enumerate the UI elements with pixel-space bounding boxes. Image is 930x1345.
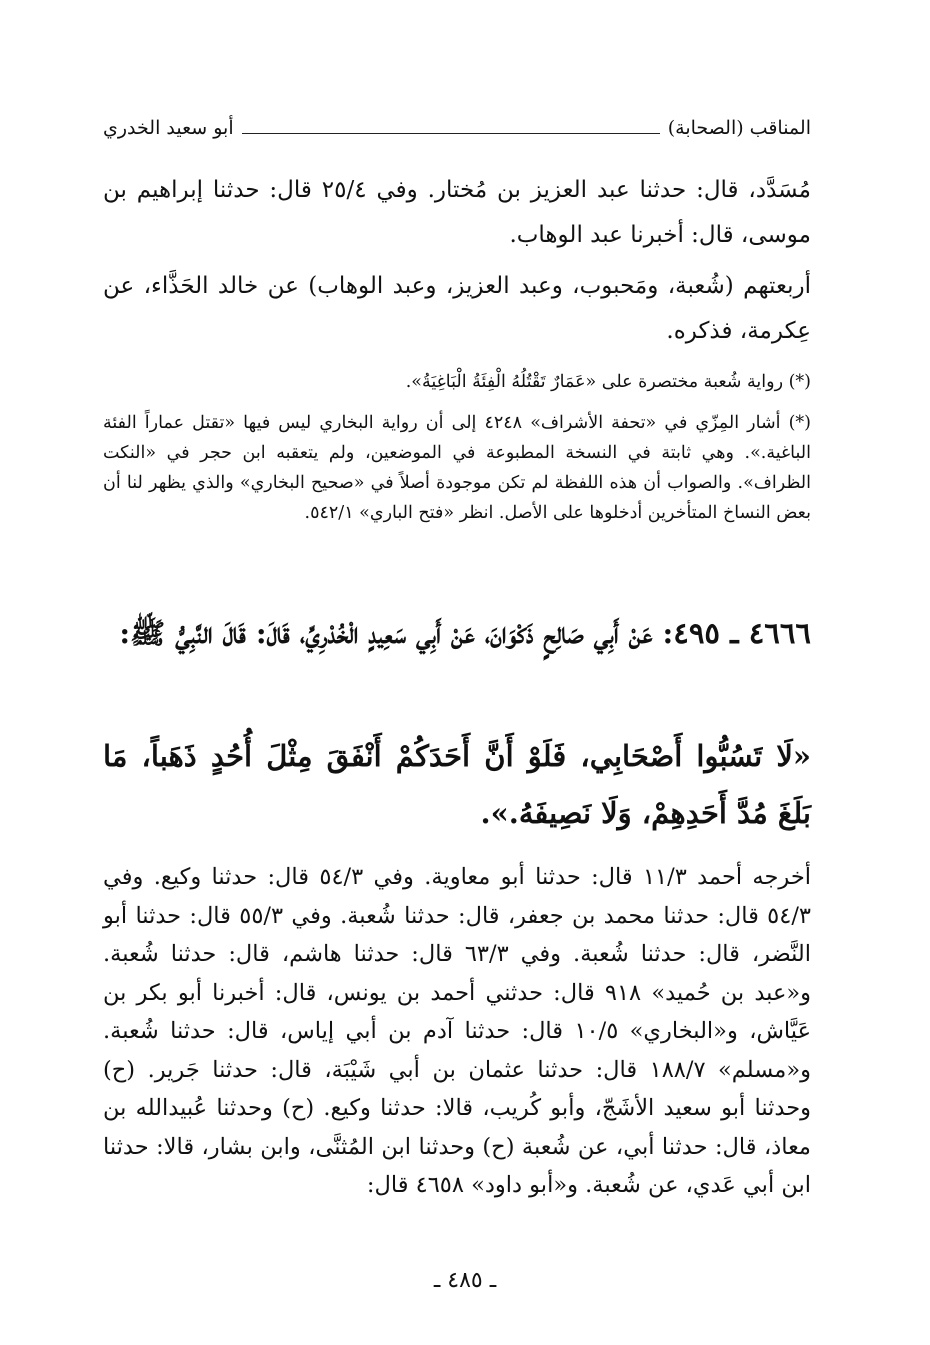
paragraph-isnad-continuation: مُسَدَّد، قال: حدثنا عبد العزيز بن مُختار. وفي ٢٥/٤ قال: حدثنا إبراهيم بن موسى، قال: أخبرنا عبد الوهاب. (103, 177, 811, 248)
header-chapter-title: أبو سعيد الخدري (103, 117, 234, 139)
paragraph-summary: أربعتهم (شُعبة، ومَحبوب، وعبد العزيز، وعبد الوهاب) عن خالد الحَذَّاء، عن عِكرمة، فذكره. (103, 273, 811, 344)
hadith-isnad: عَنْ أَبِي صَالِحٍ ذَكْوَانَ، عَنْ أَبِي سَعِيدٍ الْخُدْرِيِّ، قَالَ: قَالَ النَّبِيُّ ﷺ: (119, 616, 653, 650)
header-rule (242, 133, 660, 134)
footnote-2: (*) أشار المِزّي في «تحفة الأشراف» ٤٢٤٨ إلى أن رواية البخاري ليس فيها «تقتل عماراً الفئة الباغية.». وهي ثابتة في النسخة المطبوعة في الموضعين، ولم يتعقبه ابن حجر في «النكت الظراف». والصواب أن هذه اللفظة لم تكن موجودة أصلاً في «صحيح البخاري» والذي يظهر لنا أن بعض النساخ المتأخرين أدخلوها على الأصل. انظر «فتح الباري» ٥٤٢/١. (103, 413, 811, 523)
takhrij-paragraph: أخرجه أحمد ١١/٣ قال: حدثنا أبو معاوية. وفي ٥٤/٣ قال: حدثنا وكيع. وفي ٥٤/٣ قال: حدثنا محمد بن جعفر، قال: حدثنا شُعبة. وفي ٥٥/٣ قال: حدثنا أبو النَّضر، قال: حدثنا شُعبة. وفي ٦٣/٣ قال: حدثنا هاشم، قال: حدثنا شُعبة. و«عبد بن حُميد» ٩١٨ قال: حدثني أحمد بن يونس، قال: أخبرنا أبو بكر بن عَيَّاش، و«البخاري» ١٠/٥ قال: حدثنا آدم بن أبي إياس، قال: حدثنا شُعبة. و«مسلم» ١٨٨/٧ قال: حدثنا عثمان بن أبي شَيْبَة، قال: حدثنا جَرير. (ح) وحدثنا أبو سعيد الأشَجّ، وأبو كُريب، قالا: حدثنا وكيع. (ح) وحدثنا عُبيدالله بن معاذ، قال: حدثنا أبي، عن شُعبة (ح) وحدثنا ابن المُثنَّى، وابن بشار، قالا: حدثنا ابن أبي عَدي، عن شُعبة. و«أبو داود» ٤٦٥٨ قال: (103, 864, 812, 1198)
hadith-number: ٤٦٦٦ ـ ٤٩٥: (662, 616, 811, 650)
header-section-title: المناقب (الصحابة) (667, 117, 811, 139)
page-number-text: ـ ٤٨٥ ـ (433, 1268, 497, 1293)
running-header (103, 104, 811, 138)
hadith-heading (103, 605, 811, 662)
hadith-text: «لَا تَسُبُّوا أَصْحَابِي، فَلَوْ أَنَّ أَحَدَكُمْ أَنْفَقَ مِثْلَ أُحُدٍ ذَهَباً، مَا بَلَغَ مُدَّ أَحَدِهِمْ، وَلَا نَصِيفَهُ.». (103, 739, 811, 830)
footnote-1: (*) رواية شُعبة مختصرة على «عَمَارٌ تَقْتُلُهُ الْفِئَةُ الْبَاغِيَةُ». (405, 372, 811, 392)
page-number (0, 1268, 930, 1293)
